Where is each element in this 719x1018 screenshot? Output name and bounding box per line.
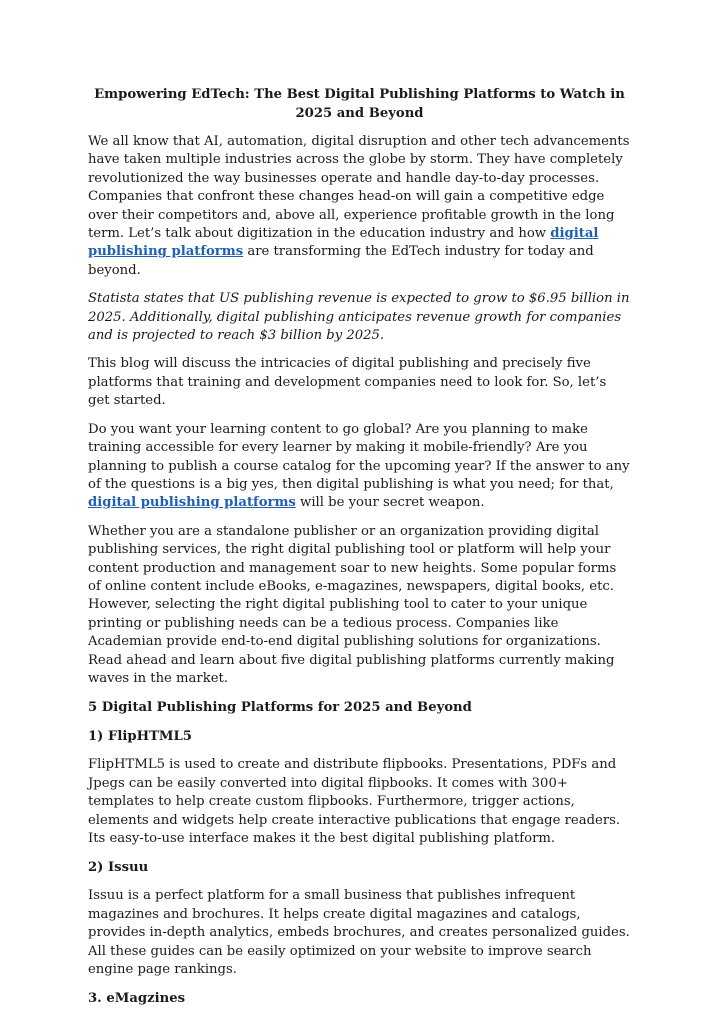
questions-paragraph [88,421,631,513]
intro-paragraph [88,133,631,280]
questions-text-end: will be your secret weapon. [295,495,485,511]
intro-text: We all know that AI, automation, digital disruption and other tech advancements have taken multiple industries across the globe by storm. They have completely revolutionized the way businesses operate and handle day-to-day processes. Companies that confront these changes head-on will gain a competitive edge over their competitors and, above all, experience profitable growth in the long term. Let’s talk about digitization in the education industry and how [88,134,630,242]
issuu-heading: 2) Issuu [88,860,149,876]
document-title: Empowering EdTech: The Best Digital Publishing Platforms to Watch in 2025 and Beyond [94,87,625,121]
fliphtml5-heading: 1) FlipHTML5 [88,729,192,745]
intro-text-end: are transforming the EdTech industry for today and beyond. [88,244,594,278]
digital-publishing-link-2[interactable]: digital publishing platforms [88,495,296,511]
questions-text: Do you want your learning content to go global? Are you planning to make training accessible for every learner by making it mobile-friendly? Are you planning to publish a course catalog for the upcoming year? If the answer to any of the questions is a big yes, then digital publishing is what you need; for that, [88,421,630,492]
section-heading: 5 Digital Publishing Platforms for 2025 and Beyond [88,700,472,716]
statista-paragraph: Statista states that US publishing revenue is expected to grow to $6.95 billion in 2025. Additionally, digital publishing anticipates revenue growth for companies and is projected to reach $3 billion by 2025. [88,291,630,344]
emagzines-heading: 3. eMagzines [88,991,186,1007]
digital-publishing-link-1[interactable]: digital publishing platforms [88,226,599,260]
publisher-paragraph: Whether you are a standalone publisher or an organization providing digital publishing services, the right digital publishing tool or platform will help your content production and management soar to new heights. Some popular forms of online content include eBooks, e-magazines, newspapers, digital books, etc. However, selecting the right digital publishing tool to cater to your unique printing or publishing needs can be a tedious process. Companies like Academian provide end-to-end digital publishing solutions for organizations. Read ahead and learn about five digital publishing platforms currently making waves in the market. [88,523,617,686]
fliphtml5-paragraph: FlipHTML5 is used to create and distribute flipbooks. Presentations, PDFs and Jpegs can be easily converted into digital flipbooks. It comes with 300+ templates to help create custom flipbooks. Furthermore, trigger actions, elements and widgets help create interactive publications that engage readers. Its easy-to-use interface makes it the best digital publishing platform. [88,757,621,846]
issuu-paragraph: Issuu is a perfect platform for a small business that publishes infrequent magazines and brochures. It helps create digital magazines and catalogs, provides in-depth analytics, embeds brochures, and creates personalized guides. All these guides can be easily optimized on your website to improve search engine page rankings. [88,888,630,978]
blog-overview-paragraph: This blog will discuss the intricacies of digital publishing and precisely five platforms that training and development companies need to look for. So, let’s get started. [88,356,607,409]
